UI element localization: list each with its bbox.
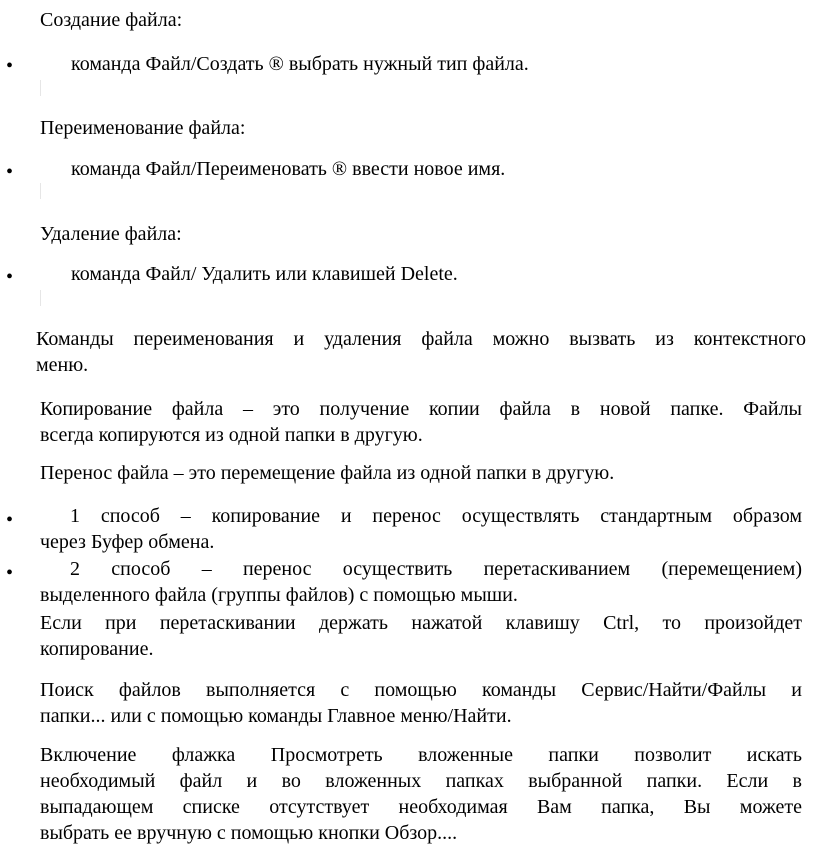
bullet-icon: •	[6, 509, 14, 531]
paragraph-context-menu	[36, 326, 806, 378]
margin-tick	[40, 80, 41, 96]
command-create-file: команда Файл/Создать ® выбрать нужный тип файла.	[71, 53, 529, 75]
margin-tick	[40, 183, 41, 199]
paragraph-line: Если при перетаскивании держать нажатой клавишу Ctrl, то произойдет	[40, 612, 802, 634]
margin-tick	[40, 290, 41, 306]
bullet-icon: •	[6, 55, 14, 77]
paragraph-line: выбрать ее вручную с помощью кнопки Обзор....	[40, 822, 458, 844]
paragraph-line: выделенного файла (группы файлов) с помощью мыши.	[40, 584, 518, 606]
bullet-icon: •	[6, 562, 14, 584]
paragraph-line	[40, 556, 802, 582]
paragraph-ctrl	[40, 610, 802, 662]
heading-create-file: Создание файла:	[40, 9, 183, 31]
paragraph-method-2	[40, 556, 802, 608]
paragraph-line: Включение флажка Просмотреть вложенные папки позволит искать	[40, 744, 802, 766]
paragraph-subfolders	[40, 742, 802, 846]
paragraph-line: меню.	[36, 354, 89, 376]
paragraph-line: необходимый файл и во вложенных папках выбранной папки. Если в	[40, 770, 802, 792]
paragraph-line: всегда копируются из одной папки в другую.	[40, 424, 423, 446]
paragraph-line: выпадающем списке отсутствует необходимая Вам папка, Вы можете	[40, 796, 802, 818]
paragraph-copy	[40, 396, 802, 448]
paragraph-line: копирование.	[40, 638, 154, 660]
paragraph-line-text: 2 способ – перенос осуществить перетаскиванием (перемещением)	[70, 558, 802, 580]
bullet-icon: •	[6, 266, 14, 288]
paragraph-line: Команды переименования и удаления файла можно вызвать из контекстного	[36, 328, 806, 350]
paragraph-line: через Буфер обмена.	[40, 531, 215, 553]
paragraph-move	[40, 460, 802, 486]
heading-rename-file: Переименование файла:	[40, 117, 246, 139]
paragraph-line	[40, 503, 802, 529]
paragraph-line-text: 1 способ – копирование и перенос осуществлять стандартным образом	[70, 505, 802, 527]
paragraph-line: Перенос файла – это перемещение файла из одной папки в другую.	[40, 462, 615, 484]
command-delete-file: команда Файл/ Удалить или клавишей Delete.	[71, 263, 458, 285]
paragraph-line: Поиск файлов выполняется с помощью команды Сервис/Найти/Файлы и	[40, 679, 802, 701]
paragraph-method-1	[40, 503, 802, 555]
paragraph-line: папки... или с помощью команды Главное меню/Найти.	[40, 705, 512, 727]
paragraph-search	[40, 677, 802, 729]
bullet-icon: •	[6, 161, 14, 183]
command-rename-file: команда Файл/Переименовать ® ввести новое имя.	[71, 158, 506, 180]
paragraph-line: Копирование файла – это получение копии файла в новой папке. Файлы	[40, 398, 802, 420]
heading-delete-file: Удаление файла:	[40, 223, 182, 245]
